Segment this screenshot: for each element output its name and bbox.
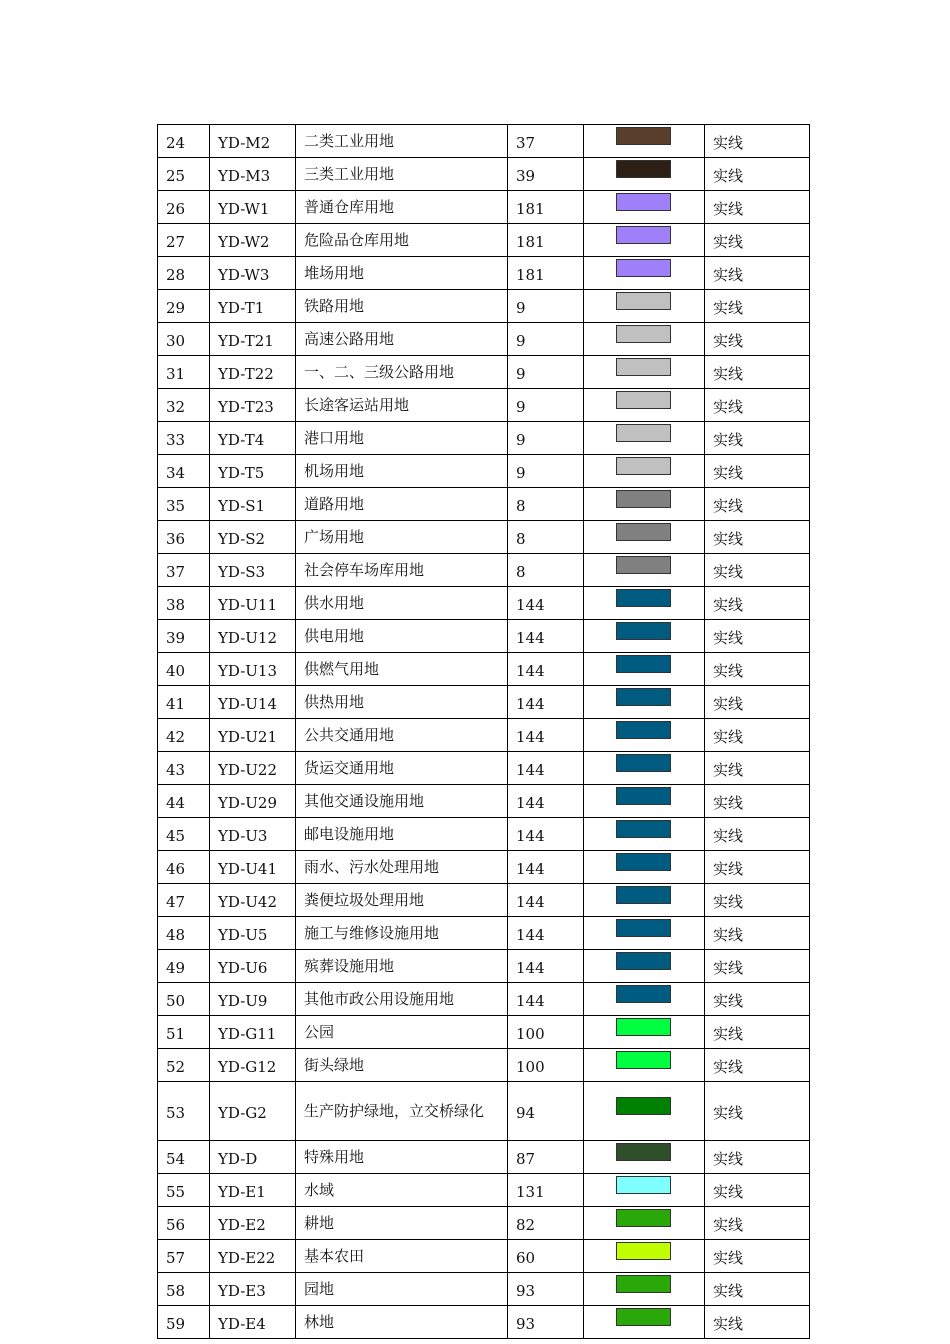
land-use-name: 一、二、三级公路用地	[296, 356, 508, 389]
color-swatch	[616, 160, 671, 178]
land-use-name: 公共交通用地	[296, 719, 508, 752]
line-type: 实线	[705, 1082, 810, 1141]
land-use-name: 邮电设施用地	[296, 818, 508, 851]
table-row	[158, 587, 810, 620]
line-type: 实线	[705, 587, 810, 620]
line-type: 实线	[705, 752, 810, 785]
line-type: 实线	[705, 125, 810, 158]
land-use-code: YD-U22	[210, 752, 296, 785]
color-swatch	[616, 1308, 671, 1326]
row-number: 24	[158, 125, 210, 158]
line-type: 实线	[705, 686, 810, 719]
line-type: 实线	[705, 257, 810, 290]
color-swatch	[616, 1051, 671, 1069]
table-row	[158, 521, 810, 554]
row-number: 42	[158, 719, 210, 752]
color-index: 144	[508, 785, 584, 818]
line-type: 实线	[705, 323, 810, 356]
line-type: 实线	[705, 719, 810, 752]
table-row	[158, 389, 810, 422]
table-row	[158, 488, 810, 521]
line-type: 实线	[705, 1174, 810, 1207]
line-type: 实线	[705, 1049, 810, 1082]
table-row	[158, 356, 810, 389]
table-row	[158, 950, 810, 983]
row-number: 51	[158, 1016, 210, 1049]
table-row	[158, 554, 810, 587]
land-use-code: YD-U14	[210, 686, 296, 719]
land-use-code: YD-U11	[210, 587, 296, 620]
color-index: 144	[508, 653, 584, 686]
line-type: 实线	[705, 389, 810, 422]
land-use-code: YD-S3	[210, 554, 296, 587]
table-row	[158, 257, 810, 290]
color-swatch-cell	[584, 488, 705, 521]
row-number: 46	[158, 851, 210, 884]
land-use-name: 基本农田	[296, 1240, 508, 1273]
color-index: 39	[508, 158, 584, 191]
row-number: 47	[158, 884, 210, 917]
row-number: 33	[158, 422, 210, 455]
color-swatch-cell	[584, 1174, 705, 1207]
color-swatch	[616, 721, 671, 739]
color-swatch-cell	[584, 587, 705, 620]
land-use-name: 高速公路用地	[296, 323, 508, 356]
color-swatch	[616, 457, 671, 475]
table-row	[158, 1240, 810, 1273]
land-use-name: 危险品仓库用地	[296, 224, 508, 257]
row-number: 37	[158, 554, 210, 587]
land-use-name: 殡葬设施用地	[296, 950, 508, 983]
line-type: 实线	[705, 224, 810, 257]
land-use-name: 铁路用地	[296, 290, 508, 323]
color-index: 144	[508, 983, 584, 1016]
land-use-name: 水域	[296, 1174, 508, 1207]
table-row	[158, 752, 810, 785]
land-use-name: 供燃气用地	[296, 653, 508, 686]
land-use-code: YD-T1	[210, 290, 296, 323]
row-number: 31	[158, 356, 210, 389]
line-type: 实线	[705, 1141, 810, 1174]
row-number: 53	[158, 1082, 210, 1141]
land-use-code: YD-U29	[210, 785, 296, 818]
land-use-legend-table	[157, 124, 810, 1339]
row-number: 44	[158, 785, 210, 818]
color-swatch	[616, 1176, 671, 1194]
color-swatch-cell	[584, 125, 705, 158]
land-use-code: YD-E22	[210, 1240, 296, 1273]
row-number: 50	[158, 983, 210, 1016]
table-row	[158, 224, 810, 257]
row-number: 27	[158, 224, 210, 257]
line-type: 实线	[705, 1240, 810, 1273]
row-number: 43	[158, 752, 210, 785]
table-row	[158, 191, 810, 224]
table-row	[158, 125, 810, 158]
land-use-code: YD-U3	[210, 818, 296, 851]
color-swatch-cell	[584, 389, 705, 422]
row-number: 26	[158, 191, 210, 224]
row-number: 59	[158, 1306, 210, 1339]
line-type: 实线	[705, 950, 810, 983]
land-use-code: YD-T5	[210, 455, 296, 488]
land-use-name: 雨水、污水处理用地	[296, 851, 508, 884]
table-row	[158, 1049, 810, 1082]
color-swatch-cell	[584, 950, 705, 983]
row-number: 32	[158, 389, 210, 422]
row-number: 34	[158, 455, 210, 488]
land-use-code: YD-G11	[210, 1016, 296, 1049]
land-use-code: YD-T4	[210, 422, 296, 455]
table-row	[158, 719, 810, 752]
line-type: 实线	[705, 356, 810, 389]
table-row	[158, 158, 810, 191]
color-index: 144	[508, 818, 584, 851]
color-index: 9	[508, 422, 584, 455]
line-type: 实线	[705, 884, 810, 917]
color-swatch-cell	[584, 521, 705, 554]
color-swatch	[616, 1242, 671, 1260]
color-swatch-cell	[584, 851, 705, 884]
land-use-name: 林地	[296, 1306, 508, 1339]
row-number: 49	[158, 950, 210, 983]
color-index: 181	[508, 224, 584, 257]
land-use-code: YD-U9	[210, 983, 296, 1016]
color-swatch	[616, 1143, 671, 1161]
color-swatch	[616, 193, 671, 211]
color-swatch-cell	[584, 158, 705, 191]
color-swatch	[616, 985, 671, 1003]
table-row	[158, 422, 810, 455]
color-swatch	[616, 127, 671, 145]
table-row	[158, 1141, 810, 1174]
line-type: 实线	[705, 1016, 810, 1049]
color-swatch	[616, 688, 671, 706]
color-swatch	[616, 325, 671, 343]
color-index: 87	[508, 1141, 584, 1174]
land-use-code: YD-W3	[210, 257, 296, 290]
table-row	[158, 290, 810, 323]
land-use-name: 其他市政公用设施用地	[296, 983, 508, 1016]
land-use-name: 施工与维修设施用地	[296, 917, 508, 950]
color-swatch-cell	[584, 719, 705, 752]
color-swatch-cell	[584, 191, 705, 224]
land-use-name: 广场用地	[296, 521, 508, 554]
line-type: 实线	[705, 785, 810, 818]
table-row	[158, 818, 810, 851]
land-use-code: YD-D	[210, 1141, 296, 1174]
color-index: 181	[508, 191, 584, 224]
table-row	[158, 917, 810, 950]
land-use-name: 特殊用地	[296, 1141, 508, 1174]
land-use-code: YD-S2	[210, 521, 296, 554]
row-number: 45	[158, 818, 210, 851]
table-row	[158, 1174, 810, 1207]
row-number: 36	[158, 521, 210, 554]
land-use-code: YD-M2	[210, 125, 296, 158]
color-swatch	[616, 490, 671, 508]
color-swatch-cell	[584, 455, 705, 488]
row-number: 48	[158, 917, 210, 950]
color-index: 9	[508, 290, 584, 323]
color-swatch	[616, 754, 671, 772]
color-index: 144	[508, 950, 584, 983]
table-row	[158, 884, 810, 917]
land-use-name: 耕地	[296, 1207, 508, 1240]
land-use-code: YD-E3	[210, 1273, 296, 1306]
land-use-name: 社会停车场库用地	[296, 554, 508, 587]
line-type: 实线	[705, 818, 810, 851]
color-swatch-cell	[584, 884, 705, 917]
land-use-code: YD-U42	[210, 884, 296, 917]
land-use-name: 街头绿地	[296, 1049, 508, 1082]
land-use-name: 供水用地	[296, 587, 508, 620]
land-use-code: YD-W2	[210, 224, 296, 257]
color-swatch-cell	[584, 620, 705, 653]
legend-table-body	[158, 125, 810, 1339]
land-use-name: 货运交通用地	[296, 752, 508, 785]
color-swatch	[616, 391, 671, 409]
land-use-code: YD-U6	[210, 950, 296, 983]
color-index: 82	[508, 1207, 584, 1240]
row-number: 39	[158, 620, 210, 653]
line-type: 实线	[705, 653, 810, 686]
land-use-code: YD-S1	[210, 488, 296, 521]
color-swatch	[616, 820, 671, 838]
table-row	[158, 1306, 810, 1339]
land-use-name: 生产防护绿地，立交桥绿化	[296, 1082, 508, 1141]
land-use-name: 机场用地	[296, 455, 508, 488]
color-index: 144	[508, 884, 584, 917]
row-number: 58	[158, 1273, 210, 1306]
land-use-code: YD-E2	[210, 1207, 296, 1240]
color-index: 144	[508, 917, 584, 950]
table-row	[158, 1207, 810, 1240]
color-index: 94	[508, 1082, 584, 1141]
color-swatch	[616, 292, 671, 310]
land-use-code: YD-U41	[210, 851, 296, 884]
table-row	[158, 455, 810, 488]
row-number: 52	[158, 1049, 210, 1082]
color-swatch	[616, 523, 671, 541]
color-swatch	[616, 556, 671, 574]
land-use-name: 三类工业用地	[296, 158, 508, 191]
land-use-name: 粪便垃圾处理用地	[296, 884, 508, 917]
line-type: 实线	[705, 422, 810, 455]
color-index: 9	[508, 323, 584, 356]
table-row	[158, 653, 810, 686]
land-use-code: YD-E1	[210, 1174, 296, 1207]
color-swatch-cell	[584, 554, 705, 587]
row-number: 29	[158, 290, 210, 323]
land-use-name: 二类工业用地	[296, 125, 508, 158]
color-swatch-cell	[584, 785, 705, 818]
land-use-name: 堆场用地	[296, 257, 508, 290]
line-type: 实线	[705, 983, 810, 1016]
row-number: 55	[158, 1174, 210, 1207]
land-use-name: 普通仓库用地	[296, 191, 508, 224]
line-type: 实线	[705, 488, 810, 521]
color-index: 181	[508, 257, 584, 290]
land-use-code: YD-M3	[210, 158, 296, 191]
land-use-name: 长途客运站用地	[296, 389, 508, 422]
color-index: 144	[508, 719, 584, 752]
row-number: 30	[158, 323, 210, 356]
color-index: 131	[508, 1174, 584, 1207]
land-use-name: 园地	[296, 1273, 508, 1306]
color-index: 144	[508, 620, 584, 653]
row-number: 38	[158, 587, 210, 620]
color-swatch-cell	[584, 752, 705, 785]
table-row	[158, 1016, 810, 1049]
color-swatch	[616, 952, 671, 970]
land-use-code: YD-U21	[210, 719, 296, 752]
line-type: 实线	[705, 620, 810, 653]
land-use-code: YD-T21	[210, 323, 296, 356]
land-use-name: 道路用地	[296, 488, 508, 521]
land-use-code: YD-T23	[210, 389, 296, 422]
color-swatch	[616, 1209, 671, 1227]
row-number: 28	[158, 257, 210, 290]
color-swatch	[616, 424, 671, 442]
land-use-code: YD-E4	[210, 1306, 296, 1339]
color-swatch	[616, 886, 671, 904]
color-swatch-cell	[584, 818, 705, 851]
color-index: 100	[508, 1049, 584, 1082]
color-index: 100	[508, 1016, 584, 1049]
color-swatch-cell	[584, 917, 705, 950]
color-swatch	[616, 1097, 671, 1115]
line-type: 实线	[705, 158, 810, 191]
land-use-code: YD-T22	[210, 356, 296, 389]
color-swatch-cell	[584, 1141, 705, 1174]
color-index: 93	[508, 1273, 584, 1306]
table-row	[158, 851, 810, 884]
line-type: 实线	[705, 455, 810, 488]
line-type: 实线	[705, 1306, 810, 1339]
color-index: 8	[508, 488, 584, 521]
color-swatch	[616, 226, 671, 244]
land-use-code: YD-W1	[210, 191, 296, 224]
land-use-name: 港口用地	[296, 422, 508, 455]
table-row	[158, 983, 810, 1016]
line-type: 实线	[705, 851, 810, 884]
line-type: 实线	[705, 521, 810, 554]
color-swatch-cell	[584, 290, 705, 323]
color-swatch-cell	[584, 653, 705, 686]
line-type: 实线	[705, 191, 810, 224]
land-use-code: YD-G12	[210, 1049, 296, 1082]
row-number: 35	[158, 488, 210, 521]
land-use-code: YD-U5	[210, 917, 296, 950]
color-swatch-cell	[584, 1082, 705, 1141]
color-index: 144	[508, 752, 584, 785]
color-swatch-cell	[584, 422, 705, 455]
color-swatch-cell	[584, 983, 705, 1016]
color-swatch-cell	[584, 224, 705, 257]
land-use-legend-sheet	[157, 124, 809, 1339]
line-type: 实线	[705, 1207, 810, 1240]
land-use-code: YD-U12	[210, 620, 296, 653]
color-swatch-cell	[584, 1049, 705, 1082]
color-swatch	[616, 622, 671, 640]
line-type: 实线	[705, 290, 810, 323]
color-index: 93	[508, 1306, 584, 1339]
color-index: 144	[508, 686, 584, 719]
line-type: 实线	[705, 917, 810, 950]
color-swatch-cell	[584, 1306, 705, 1339]
color-swatch	[616, 358, 671, 376]
color-swatch-cell	[584, 356, 705, 389]
color-index: 37	[508, 125, 584, 158]
color-swatch-cell	[584, 1240, 705, 1273]
color-index: 9	[508, 389, 584, 422]
color-swatch	[616, 919, 671, 937]
table-row	[158, 785, 810, 818]
row-number: 25	[158, 158, 210, 191]
color-index: 8	[508, 554, 584, 587]
color-index: 8	[508, 521, 584, 554]
color-swatch-cell	[584, 1273, 705, 1306]
row-number: 56	[158, 1207, 210, 1240]
color-index: 9	[508, 356, 584, 389]
table-row	[158, 323, 810, 356]
land-use-name: 其他交通设施用地	[296, 785, 508, 818]
color-swatch-cell	[584, 686, 705, 719]
land-use-name: 供电用地	[296, 620, 508, 653]
land-use-name: 供热用地	[296, 686, 508, 719]
color-swatch-cell	[584, 1207, 705, 1240]
color-index: 9	[508, 455, 584, 488]
row-number: 41	[158, 686, 210, 719]
land-use-name: 公园	[296, 1016, 508, 1049]
color-swatch	[616, 787, 671, 805]
color-swatch	[616, 1275, 671, 1293]
color-swatch-cell	[584, 1016, 705, 1049]
table-row	[158, 686, 810, 719]
line-type: 实线	[705, 554, 810, 587]
color-index: 60	[508, 1240, 584, 1273]
table-row	[158, 1273, 810, 1306]
color-swatch	[616, 853, 671, 871]
land-use-code: YD-G2	[210, 1082, 296, 1141]
color-index: 144	[508, 851, 584, 884]
line-type: 实线	[705, 1273, 810, 1306]
table-row	[158, 620, 810, 653]
color-swatch-cell	[584, 323, 705, 356]
table-row	[158, 1082, 810, 1141]
row-number: 57	[158, 1240, 210, 1273]
color-swatch	[616, 1018, 671, 1036]
color-swatch	[616, 259, 671, 277]
row-number: 54	[158, 1141, 210, 1174]
color-swatch	[616, 589, 671, 607]
land-use-code: YD-U13	[210, 653, 296, 686]
color-swatch	[616, 655, 671, 673]
row-number: 40	[158, 653, 210, 686]
color-swatch-cell	[584, 257, 705, 290]
color-index: 144	[508, 587, 584, 620]
